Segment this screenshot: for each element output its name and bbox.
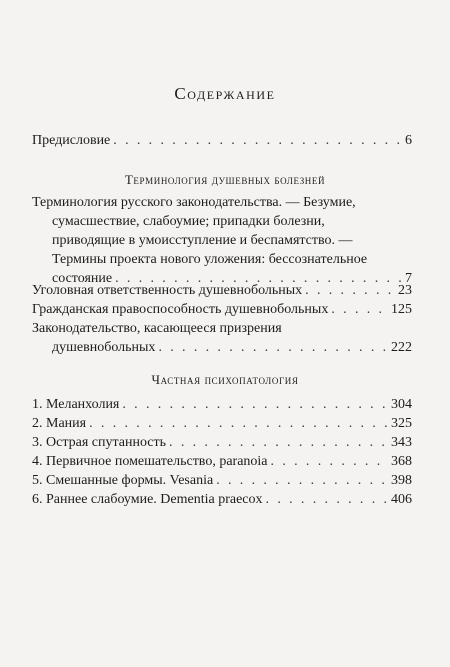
section-heading-psychopathology: Частная психопатология [151,372,299,387]
toc-entry-label: 6. Раннее слабоумие. Dementia praecox [32,492,263,507]
toc-page-number: 125 [391,302,412,317]
toc-page-number: 7 [405,271,412,286]
toc-entry-care-legislation[interactable] [32,319,412,357]
toc-entry-melancholia[interactable] [32,395,412,414]
toc-entry-label: 4. Первичное помешательство, paranoia [32,454,268,469]
dot-leader [122,395,388,414]
toc-page-number: 23 [398,283,412,298]
toc-entry-mania[interactable] [32,414,412,433]
dot-leader [113,131,402,150]
toc-entry-label: 5. Смешанные формы. Vesania [32,473,214,488]
toc-entry-label: Предисловие [32,133,111,148]
toc-entry-label: Уголовная ответственность душевнобольных [32,283,303,298]
toc-entry-paranoia[interactable] [32,452,412,471]
toc-entry-acute-confusion[interactable] [32,433,412,452]
toc-page-number: 343 [391,435,412,450]
toc-entry-label: Гражданская правоспособность душевнобольных [32,302,329,317]
toc-entry-preface[interactable] [32,131,412,150]
toc-entry-vesania[interactable] [32,471,412,490]
toc-entry-criminal-responsibility[interactable] [32,281,412,300]
toc-entry-civil-capacity[interactable] [32,300,412,319]
toc-entry-line: приводящие в умоисступление и беспамятство. — [52,233,353,248]
toc-entry-label: 2. Мания [32,416,87,431]
dot-leader [305,281,395,300]
toc-page-number: 304 [391,397,412,412]
dot-leader [158,338,388,357]
toc-entry-label: состояние [52,271,113,286]
page-title: Содержание [174,84,276,103]
dot-leader [216,471,388,490]
dot-leader [266,490,388,509]
section-heading-terminology: Терминология душевных болезней [124,172,326,187]
toc-entry-dementia-praecox[interactable] [32,490,412,509]
toc-page-number: 368 [391,454,412,469]
toc-page-number: 406 [391,492,412,507]
toc-entry-label: 1. Меланхолия [32,397,120,412]
toc-entry-label: душевнобольных [52,340,156,355]
toc-entry-label: 3. Острая спутанность [32,435,167,450]
toc-page-number: 398 [391,473,412,488]
dot-leader [331,300,388,319]
toc-entry-line: Термины проекта нового уложения: бессознательное [52,252,368,267]
dot-leader [169,433,388,452]
toc-entry-line: сумасшествие, слабоумие; припадки болезни, [52,214,325,229]
toc-entry-line: Терминология русского законодательства. — Безумие, [32,195,356,210]
toc-entry-terminology[interactable] [32,193,412,288]
dot-leader [271,452,388,471]
toc-page-number: 325 [391,416,412,431]
toc-page-number: 222 [391,340,412,355]
dot-leader [89,414,388,433]
toc-page-number: 6 [405,133,412,148]
toc-entry-line: Законодательство, касающееся призрения [32,321,282,336]
